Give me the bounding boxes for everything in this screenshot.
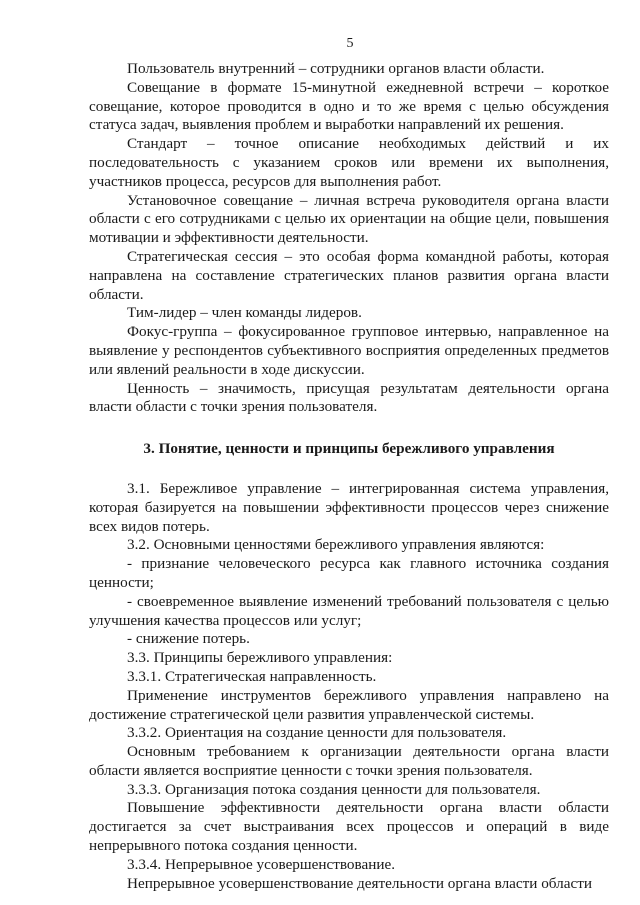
subsection-title: 3.3.2. Ориентация на создание ценности для пользователя. [127, 724, 507, 742]
section-paragraph: Основным требованием к организации деятельности органа власти области является восприятие ценности с точки зрения пользователя. [89, 743, 609, 779]
section-paragraph: 3.2. Основными ценностями бережливого управления являются: [127, 536, 545, 554]
page-content [89, 60, 609, 893]
list-item: - своевременное выявление изменений требований пользователя с целью улучшения качества процессов или услуг; [89, 592, 609, 629]
section-paragraph: Непрерывное усовершенствование деятельности органа власти области [127, 874, 592, 892]
page-number: 5 [346, 36, 354, 51]
list-item: - признание человеческого ресурса как главного источника создания ценности; [89, 555, 609, 591]
definition-paragraph: Пользователь внутренний – сотрудники органов власти области. [127, 60, 545, 77]
definition-paragraph: Фокус-группа – фокусированное групповое интервью, направленное на выявление у респондентов субъективного восприятия определенных предметов или явлений реальности в ходе дискуссии. [89, 323, 609, 378]
subsection-title: 3.3.1. Стратегическая направленность. [127, 667, 377, 685]
section-paragraph: 3.3. Принципы бережливого управления: [127, 649, 393, 667]
section-paragraph: Повышение эффективности деятельности органа власти области достигается за счет выстраивания всех процессов и операций в виде непрерывного потока создания ценности. [89, 799, 609, 855]
definition-paragraph: Стандарт – точное описание необходимых действий и их последовательность с указанием сроков или времени их выполнения, участников процесса, ресурсов для выполнения работ. [89, 135, 609, 190]
definition-paragraph: Ценность – значимость, присущая результатам деятельности органа власти области с точки зрения пользователя. [89, 379, 609, 416]
definition-paragraph: Тим-лидер – член команды лидеров. [127, 304, 362, 322]
section-heading: 3. Понятие, ценности и принципы бережливого управления [143, 440, 555, 458]
definition-paragraph: Установочное совещание – личная встреча руководителя органа власти области с его сотрудниками с целью их ориентации на общие цели, повышения мотивации и эффективности деятельности. [89, 191, 609, 247]
definition-paragraph: Стратегическая сессия – это особая форма командной работы, которая направлена на составление стратегических планов развития органа власти области. [89, 247, 609, 303]
subsection-title: 3.3.3. Организация потока создания ценности для пользователя. [127, 780, 541, 798]
list-item: - снижение потерь. [127, 630, 250, 648]
subsection-title: 3.3.4. Непрерывное усовершенствование. [127, 855, 396, 873]
section-paragraph: Применение инструментов бережливого управления направлено на достижение стратегической цели развития управленческой системы. [89, 686, 609, 723]
definition-paragraph: Совещание в формате 15-минутной ежедневной встречи – короткое совещание, которое проводится в одно и то же время с целью обсуждения статуса задач, выявления проблем и выработки направлений их решения. [89, 78, 609, 134]
section-paragraph: 3.1. Бережливое управление – интегрированная система управления, которая базируется на повышении эффективности процессов через снижение всех видов потерь. [89, 479, 609, 535]
